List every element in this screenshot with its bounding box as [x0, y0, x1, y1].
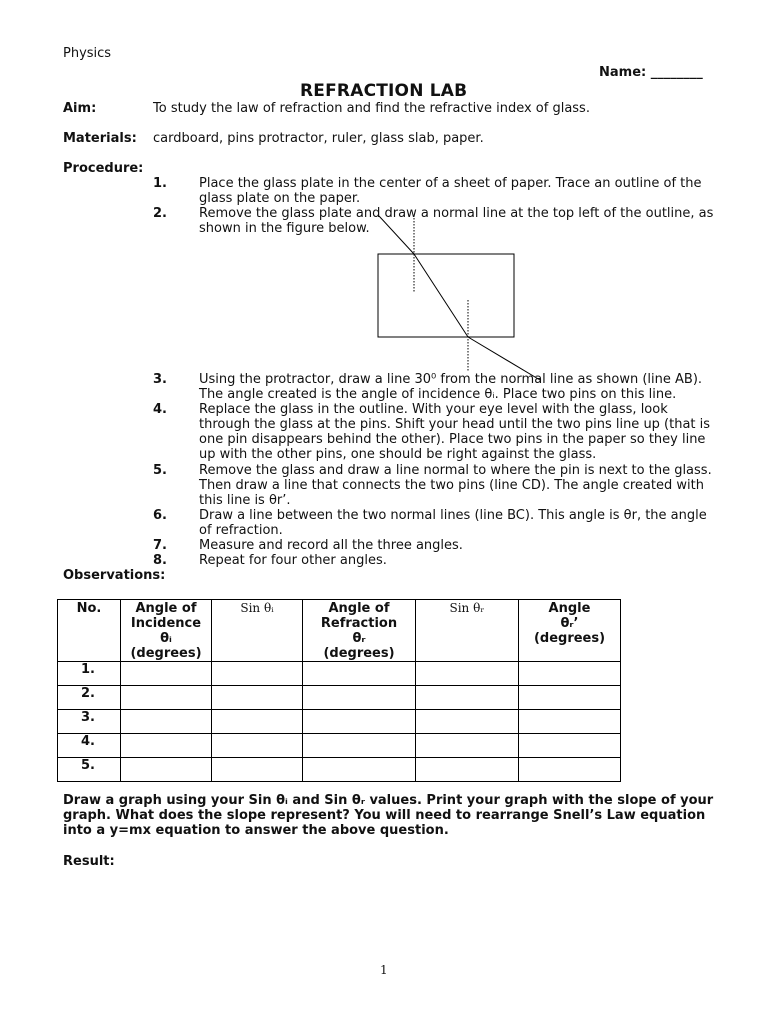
step-text: Remove the glass plate and draw a normal line at the top left of the outline, as shown in the figure below. [199, 206, 714, 236]
table-cell[interactable] [519, 662, 621, 686]
step-number: 4. [153, 402, 167, 417]
refracted-ray [414, 254, 468, 337]
subject-label: Physics [63, 46, 112, 61]
table-cell[interactable] [416, 710, 519, 734]
row-number: 2. [58, 686, 121, 710]
table-cell[interactable] [519, 758, 621, 782]
step-text: Place the glass plate in the center of a sheet of paper. Trace an outline of the glass plate on the paper. [199, 176, 702, 206]
step-number: 7. [153, 538, 167, 553]
page-number: 1 [380, 963, 388, 977]
row-number: 1. [58, 662, 121, 686]
header-no: No. [58, 600, 121, 662]
step-text: Draw a line between the two normal lines (line BC). This angle is θr, the angle of refraction. [199, 508, 707, 538]
graph-question: Draw a graph using your Sin θᵢ and Sin θᵣ values. Print your graph with the slope of your graph. What does the slope represent? You will need to rearrange Snell’s Law equation into a y=mx equation to answer the above question. [63, 793, 714, 838]
table-cell[interactable] [303, 662, 416, 686]
header-angle-r-prime: Angle θᵣ’ (degrees) [519, 600, 621, 662]
header-sin-refraction: Sin θᵣ [416, 600, 519, 662]
step-number: 8. [153, 553, 167, 568]
table-cell[interactable] [303, 710, 416, 734]
table-cell[interactable] [416, 686, 519, 710]
header-angle-refraction: Angle of Refraction θᵣ (degrees) [303, 600, 416, 662]
table-cell[interactable] [416, 758, 519, 782]
table-cell[interactable] [121, 686, 212, 710]
observations-table [57, 599, 621, 782]
header-sin-incidence: Sin θᵢ [212, 600, 303, 662]
table-cell[interactable] [303, 734, 416, 758]
table-row [58, 734, 621, 758]
step-number: 5. [153, 463, 167, 478]
table-cell[interactable] [121, 710, 212, 734]
step-text: Measure and record all the three angles. [199, 538, 463, 553]
table-cell[interactable] [212, 734, 303, 758]
table-cell[interactable] [212, 662, 303, 686]
table-row [58, 662, 621, 686]
table-cell[interactable] [121, 662, 212, 686]
table-cell[interactable] [303, 686, 416, 710]
table-cell[interactable] [519, 686, 621, 710]
step-number: 1. [153, 176, 167, 191]
step-number: 6. [153, 508, 167, 523]
table-cell[interactable] [416, 734, 519, 758]
row-number: 3. [58, 710, 121, 734]
table-cell[interactable] [303, 758, 416, 782]
materials-label: Materials: [63, 131, 137, 146]
name-field-label: Name: ________ [599, 65, 703, 80]
table-row [58, 710, 621, 734]
page-title: REFRACTION LAB [300, 81, 468, 101]
table-cell[interactable] [121, 734, 212, 758]
result-label: Result: [63, 854, 115, 869]
header-angle-incidence: Angle of Incidence θᵢ (degrees) [121, 600, 212, 662]
step-text: Using the protractor, draw a line 30⁰ from the normal line as shown (line AB). The angle created is the angle of incidence θᵢ. Place two pins on this line. [199, 372, 703, 402]
glass-slab-outline [378, 254, 514, 337]
step-text: Repeat for four other angles. [199, 553, 387, 568]
table-cell[interactable] [416, 662, 519, 686]
table-cell[interactable] [519, 710, 621, 734]
step-text: Remove the glass and draw a line normal to where the pin is next to the glass. Then draw a line that connects the two pins (line CD). The angle created with this line is θr’. [199, 463, 712, 508]
table-row [58, 758, 621, 782]
materials-text: cardboard, pins protractor, ruler, glass slab, paper. [153, 131, 484, 146]
row-number: 4. [58, 734, 121, 758]
table-row [58, 686, 621, 710]
aim-text: To study the law of refraction and find the refractive index of glass. [153, 101, 590, 116]
table-cell[interactable] [212, 758, 303, 782]
row-number: 5. [58, 758, 121, 782]
table-header-row [58, 600, 621, 662]
step-number: 3. [153, 372, 167, 387]
incident-ray [379, 216, 414, 254]
procedure-label: Procedure: [63, 161, 144, 176]
table-cell[interactable] [212, 686, 303, 710]
step-number: 2. [153, 206, 167, 221]
step-text: Replace the glass in the outline. With your eye level with the glass, look through the glass at the pins. Shift your head until the two pins line up (that is one pin disappears behind the other). Place two pins in the paper so they line up with the other pins, one should be right against the glass. [199, 402, 711, 462]
emergent-ray [468, 337, 540, 380]
table-cell[interactable] [519, 734, 621, 758]
observations-label: Observations: [63, 568, 166, 583]
table-cell[interactable] [212, 710, 303, 734]
table-cell[interactable] [121, 758, 212, 782]
aim-label: Aim: [63, 101, 97, 116]
